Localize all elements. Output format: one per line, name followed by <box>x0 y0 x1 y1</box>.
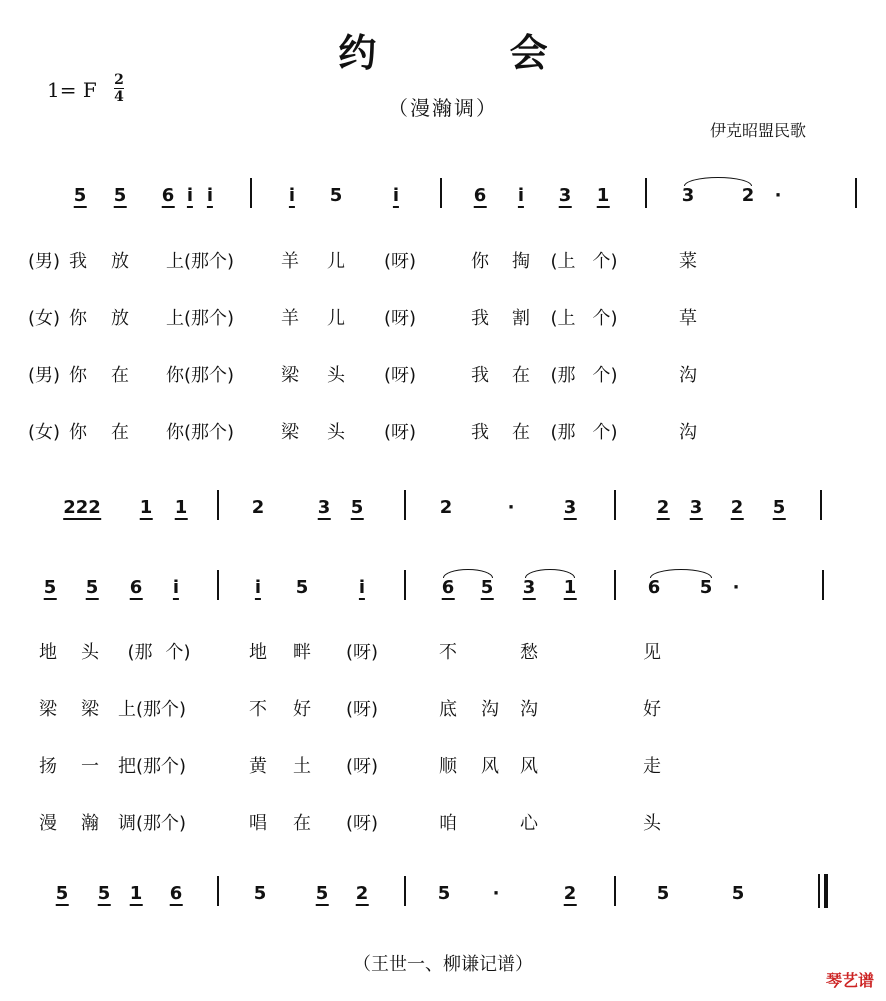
note: 3 <box>558 185 572 206</box>
lyric-word: (呀) <box>345 756 379 777</box>
note: 5 <box>55 883 69 904</box>
note: 6 <box>473 185 487 206</box>
lyric-word: 地 <box>249 642 267 663</box>
lyric-word: 我 <box>471 365 489 386</box>
note: 5 <box>350 497 364 518</box>
lyric-word: (呀) <box>383 251 417 272</box>
lyric-word: 走 <box>643 756 661 777</box>
note: · <box>774 185 782 206</box>
note: 5 <box>113 185 127 206</box>
lyric-word: 你 <box>69 365 87 386</box>
lyric-word: 羊 <box>281 308 299 329</box>
note: 222 <box>63 497 101 518</box>
lyric-word: (呀) <box>345 642 379 663</box>
lyric-word: 头 <box>81 642 99 663</box>
lyric-word: (那 <box>550 422 576 443</box>
lyric-word: 个) <box>592 422 618 443</box>
lyric-word: 心 <box>520 813 538 834</box>
note: 5 <box>85 577 99 598</box>
note: i <box>517 185 525 206</box>
lyric-word: 好 <box>643 699 661 720</box>
bar-line <box>855 178 857 208</box>
lyric-word: 你 <box>471 251 489 272</box>
lyric-word: 羊 <box>281 251 299 272</box>
tie <box>684 177 752 186</box>
note: i <box>392 185 400 206</box>
note: 3 <box>317 497 331 518</box>
lyric-word: 你 <box>69 308 87 329</box>
lyric-word: 掏 <box>512 251 530 272</box>
note: 5 <box>480 577 494 598</box>
lyric-word: 风 <box>520 756 538 777</box>
note: 5 <box>731 883 745 904</box>
bar-line <box>820 490 822 520</box>
note: 2 <box>730 497 744 518</box>
lyric-word: 个) <box>592 365 618 386</box>
lyric-word: 瀚 <box>81 813 99 834</box>
page-title: 约 会 <box>338 31 608 75</box>
credit: 伊克昭盟民歌 <box>710 121 807 140</box>
lyric-label: (女) <box>28 308 61 329</box>
lyric-word: 头 <box>327 422 345 443</box>
lyric-word: 把(那个) <box>117 756 187 777</box>
note: i <box>206 185 214 206</box>
note: 6 <box>161 185 175 206</box>
lyric-word: 割 <box>512 308 530 329</box>
note: 6 <box>129 577 143 598</box>
note: 5 <box>253 883 267 904</box>
lyric-word: 在 <box>512 422 530 443</box>
lyric-word: 见 <box>643 642 661 663</box>
bar-line <box>645 178 647 208</box>
note: i <box>172 577 180 598</box>
lyric-word: 放 <box>111 308 129 329</box>
lyric-word: (上 <box>550 251 576 272</box>
lyric-word: 我 <box>471 422 489 443</box>
note: 2 <box>656 497 670 518</box>
lyric-word: 不 <box>249 699 267 720</box>
lyric-word: (那 <box>127 642 153 663</box>
lyric-word: (呀) <box>345 813 379 834</box>
note: 2 <box>563 883 577 904</box>
lyric-word: 上(那个) <box>165 308 235 329</box>
lyric-word: 菜 <box>679 251 697 272</box>
lyric-label: (男) <box>28 365 61 386</box>
time-signature <box>114 72 124 105</box>
note: 5 <box>73 185 87 206</box>
lyric-word: 梁 <box>81 699 99 720</box>
lyric-word: 在 <box>111 365 129 386</box>
final-bar-thin <box>818 874 820 908</box>
lyric-word: 调(那个) <box>117 813 187 834</box>
lyric-word: 一 <box>81 756 99 777</box>
note: 3 <box>563 497 577 518</box>
lyric-word: 底 <box>439 699 457 720</box>
lyric-label: (女) <box>28 422 61 443</box>
lyric-word: 扬 <box>39 756 57 777</box>
lyric-word: 我 <box>69 251 87 272</box>
watermark-logo: 琴艺谱 <box>825 971 874 990</box>
lyric-word: 个) <box>165 642 191 663</box>
subtitle: （漫瀚调） <box>388 96 498 120</box>
note: · <box>507 497 515 518</box>
note: 5 <box>437 883 451 904</box>
lyric-word: 我 <box>471 308 489 329</box>
tie <box>443 569 493 578</box>
lyric-label: (男) <box>28 251 61 272</box>
lyric-word: 儿 <box>327 308 345 329</box>
note: 3 <box>689 497 703 518</box>
lyric-word: 在 <box>512 365 530 386</box>
lyric-word: 唱 <box>249 813 267 834</box>
note: 5 <box>772 497 786 518</box>
bar-line <box>614 876 616 906</box>
lyric-word: (呀) <box>383 308 417 329</box>
lyric-word: 咱 <box>439 813 457 834</box>
note: 2 <box>251 497 265 518</box>
bar-line <box>404 876 406 906</box>
tie <box>650 569 712 578</box>
lyric-word: 在 <box>293 813 311 834</box>
lyric-word: 风 <box>481 756 499 777</box>
final-bar-thick <box>824 874 828 908</box>
note: i <box>288 185 296 206</box>
lyric-word: (那 <box>550 365 576 386</box>
note: 5 <box>43 577 57 598</box>
note: 6 <box>647 577 661 598</box>
lyric-word: (呀) <box>345 699 379 720</box>
note: 5 <box>97 883 111 904</box>
note: 5 <box>315 883 329 904</box>
note: 1 <box>174 497 188 518</box>
note: i <box>186 185 194 206</box>
lyric-word: (呀) <box>383 422 417 443</box>
note: 1 <box>139 497 153 518</box>
tie <box>525 569 575 578</box>
note: · <box>492 883 500 904</box>
bar-line <box>404 570 406 600</box>
note: 5 <box>656 883 670 904</box>
note: 1 <box>129 883 143 904</box>
lyric-word: 梁 <box>39 699 57 720</box>
bar-line <box>217 570 219 600</box>
time-sig-bottom: 4 <box>114 89 124 105</box>
time-sig-top: 2 <box>114 72 124 88</box>
lyric-word: 土 <box>293 756 311 777</box>
note: i <box>358 577 366 598</box>
lyric-word: (呀) <box>383 365 417 386</box>
note: 3 <box>681 185 695 206</box>
key-signature: 1= F <box>47 78 97 102</box>
note: 1 <box>563 577 577 598</box>
note: 2 <box>439 497 453 518</box>
lyric-word: 头 <box>643 813 661 834</box>
lyric-word: 沟 <box>679 422 697 443</box>
lyric-word: 沟 <box>679 365 697 386</box>
bar-line <box>250 178 252 208</box>
lyric-word: (上 <box>550 308 576 329</box>
bar-line <box>822 570 824 600</box>
lyric-word: 儿 <box>327 251 345 272</box>
lyric-word: 好 <box>293 699 311 720</box>
lyric-word: 沟 <box>481 699 499 720</box>
lyric-word: 你(那个) <box>165 422 235 443</box>
lyric-word: 头 <box>327 365 345 386</box>
recorder-credit: （王世一、柳谦记谱） <box>353 954 533 975</box>
bar-line <box>440 178 442 208</box>
lyric-word: 上(那个) <box>117 699 187 720</box>
note: 5 <box>295 577 309 598</box>
lyric-word: 梁 <box>281 365 299 386</box>
note: i <box>254 577 262 598</box>
note: · <box>732 577 740 598</box>
lyric-word: 愁 <box>520 642 538 663</box>
lyric-word: 上(那个) <box>165 251 235 272</box>
lyric-word: 个) <box>592 251 618 272</box>
lyric-word: 梁 <box>281 422 299 443</box>
bar-line <box>217 876 219 906</box>
lyric-word: 个) <box>592 308 618 329</box>
bar-line <box>614 570 616 600</box>
lyric-word: 放 <box>111 251 129 272</box>
note: 5 <box>329 185 343 206</box>
bar-line <box>614 490 616 520</box>
lyric-word: 畔 <box>293 642 311 663</box>
note: 6 <box>441 577 455 598</box>
note: 2 <box>355 883 369 904</box>
lyric-word: 草 <box>679 308 697 329</box>
bar-line <box>404 490 406 520</box>
bar-line <box>217 490 219 520</box>
note: 6 <box>169 883 183 904</box>
note: 3 <box>522 577 536 598</box>
lyric-word: 漫 <box>39 813 57 834</box>
lyric-word: 不 <box>439 642 457 663</box>
lyric-word: 沟 <box>520 699 538 720</box>
lyric-word: 黄 <box>249 756 267 777</box>
lyric-word: 在 <box>111 422 129 443</box>
note: 2 <box>741 185 755 206</box>
note: 5 <box>699 577 713 598</box>
lyric-word: 你(那个) <box>165 365 235 386</box>
note: 1 <box>596 185 610 206</box>
lyric-word: 地 <box>39 642 57 663</box>
lyric-word: 你 <box>69 422 87 443</box>
lyric-word: 顺 <box>439 756 457 777</box>
